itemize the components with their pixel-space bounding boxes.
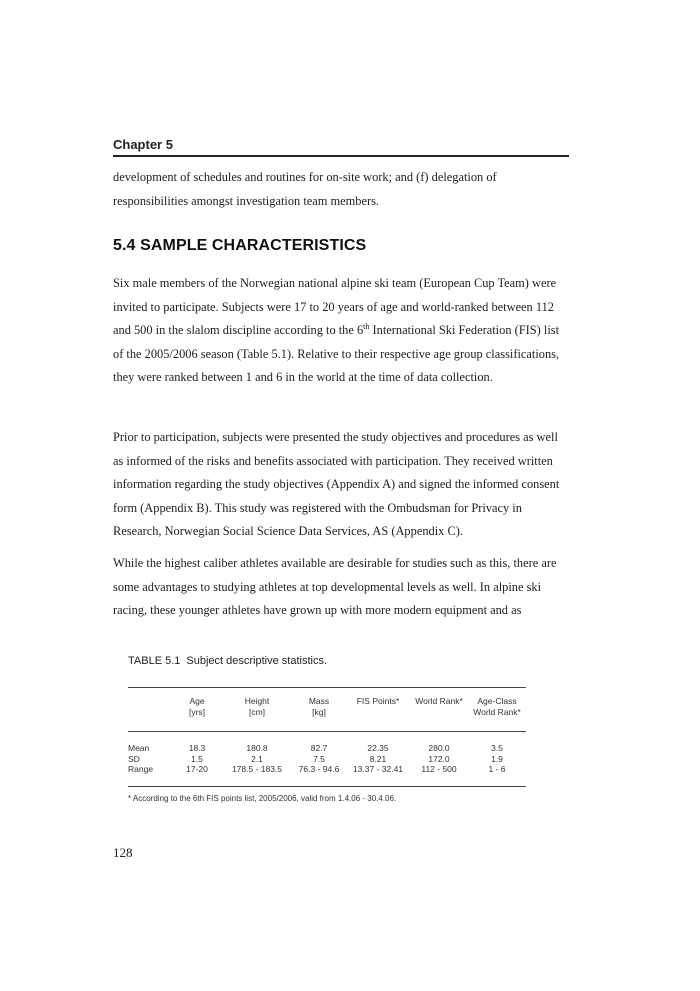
table-cell: 8.21 <box>369 753 387 764</box>
table-cell: 280.0 <box>428 743 450 753</box>
table-header-cell <box>292 696 346 717</box>
column-title: Height <box>244 696 270 706</box>
table-cell: 82.7 <box>310 743 328 753</box>
paragraph-text-part: Six male members of the Norwegian national alpine ski team (European Cup Team) were invited to participate. Subjects were 17 to 20 years of age and world-ranked between 112 and 500 in the slalom discipline according to the 6 <box>113 276 557 337</box>
table-footnote: * According to the 6th FIS points list, 2005/2006, valid from 1.4.06 - 30.4.06. <box>128 794 397 803</box>
row-label: SD <box>128 753 140 764</box>
paragraph-sample-description <box>113 272 569 390</box>
table-row <box>128 764 526 775</box>
table-header-spacer <box>128 717 526 743</box>
column-title: World Rank* <box>415 696 463 706</box>
table-header-row <box>128 696 526 717</box>
table-cell: 18.3 <box>188 743 206 753</box>
table-cell: 1 - 6 <box>488 764 506 774</box>
spacer-cell <box>128 717 526 743</box>
table-cell: 13.37 - 32.41 <box>352 764 404 774</box>
column-title: Age <box>189 696 205 706</box>
table-cell: 112 - 500 <box>421 764 457 774</box>
table-cell: 180.8 <box>246 743 268 753</box>
table-header-cell <box>468 696 526 717</box>
table-cell: 17-20 <box>186 764 208 774</box>
subject-statistics-table <box>128 696 526 775</box>
paragraph-consent: Prior to participation, subjects were presented the study objectives and procedures as well as informed of the risks and benefits associated with participation. They received written information regarding the study objectives (Appendix A) and signed the informed consent form (Appendix B). This study was registered with the Ombudsman for Privacy in Research, Norwegian Social Science Data Services, AS (Appendix C). <box>113 430 560 538</box>
table-label: TABLE 5.1 <box>128 655 181 667</box>
column-title: Mass <box>308 696 330 706</box>
table-cell: 172.0 <box>428 753 450 764</box>
table-caption-text: Subject descriptive statistics. <box>186 655 328 667</box>
page-number: 128 <box>113 845 133 860</box>
table-row <box>128 754 526 765</box>
table-header-cell <box>346 696 410 717</box>
table-cell: 1.9 <box>491 753 503 764</box>
table-top-rule <box>128 687 526 688</box>
row-label: Mean <box>128 743 150 753</box>
table-bottom-rule <box>128 786 526 787</box>
chapter-header: Chapter 5 <box>113 137 569 157</box>
table-cell: 76.3 - 94.6 <box>298 764 340 774</box>
column-unit: World Rank* <box>473 706 521 717</box>
table-cell: 2.1 <box>251 753 263 764</box>
column-unit: [yrs] <box>188 706 206 717</box>
table-header-cell-empty <box>128 696 172 717</box>
ordinal-superscript: th <box>363 321 370 331</box>
paragraph-text-part: International Ski Federation (FIS) list of the 2005/2006 season (Table 5.1). Relative to their respective age group classifications, they were ranked between 1 and 6 in the world at the time of data collection. <box>113 323 560 384</box>
table-header-cell <box>410 696 468 717</box>
table-row <box>128 743 526 754</box>
table-cell: 22.35 <box>367 743 389 753</box>
table-header-cell <box>222 696 292 717</box>
column-title: Age-Class <box>477 696 517 706</box>
table-cell: 178.5 - 183.5 <box>231 764 283 774</box>
column-title: FIS Points* <box>356 696 400 706</box>
table-cell: 3.5 <box>491 743 503 753</box>
table-cell: 7.5 <box>313 753 325 764</box>
section-heading: 5.4 SAMPLE CHARACTERISTICS <box>113 237 367 254</box>
table-cell: 1.5 <box>191 753 203 764</box>
table-caption <box>128 655 327 667</box>
paragraph-continuation: development of schedules and routines for on-site work; and (f) delegation of responsibilities amongst investigation team members. <box>113 170 497 208</box>
row-label: Range <box>128 764 154 774</box>
paragraph-athlete-caliber: While the highest caliber athletes available are desirable for studies such as this, there are some advantages to studying athletes at top developmental levels as well. In alpine ski racing, these younger athletes have grown up with more modern equipment and as <box>113 556 557 617</box>
column-unit: [cm] <box>248 706 266 717</box>
column-unit: [kg] <box>312 706 326 717</box>
table-header-cell <box>172 696 222 717</box>
